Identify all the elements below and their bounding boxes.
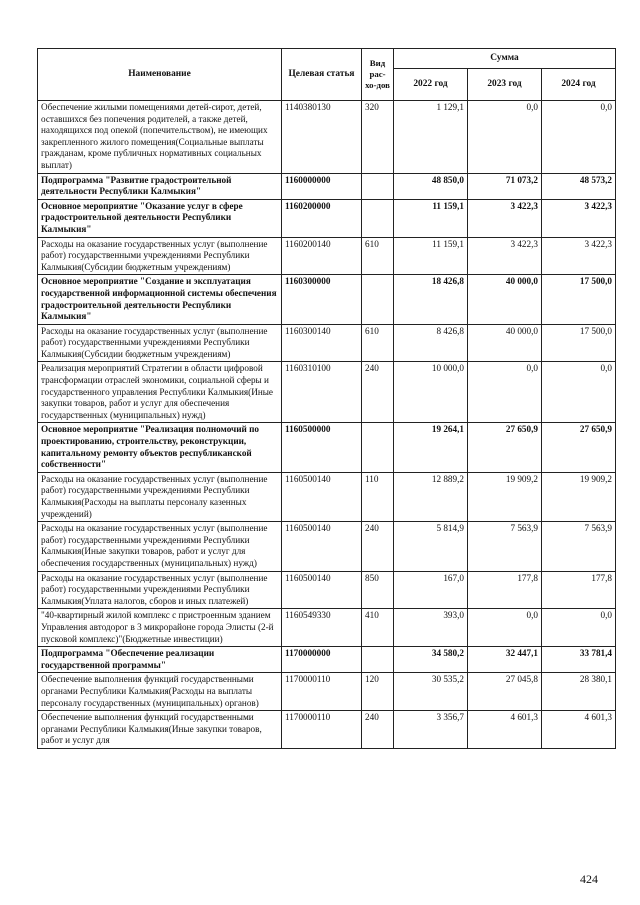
row-2024: 0,0	[542, 101, 616, 174]
row-2022: 12 889,2	[394, 472, 468, 521]
row-name: Расходы на оказание государственных услуг (выполнение работ) государственными учреждениями Республики Калмыкия(Субсидии бюджетным учреждениям)	[38, 237, 282, 275]
header-code: Целевая статья	[282, 49, 362, 101]
row-2023: 32 447,1	[468, 647, 542, 673]
row-2022: 393,0	[394, 609, 468, 647]
row-name: Расходы на оказание государственных услуг (выполнение работ) государственными учреждениями Республики Калмыкия(Субсидии бюджетным учреждениям)	[38, 324, 282, 362]
row-vid	[362, 199, 394, 237]
row-code: 1160500000	[282, 423, 362, 472]
row-2024: 177,8	[542, 571, 616, 609]
row-name: Реализация мероприятий Стратегии в области цифровой трансформации отраслей экономики, социальной сферы и государственного управления Республики Калмыкия(Иные закупки товаров, работ и услуг для обеспечения государственных (муниципальных) нужд)	[38, 362, 282, 423]
row-2023: 0,0	[468, 609, 542, 647]
row-vid	[362, 423, 394, 472]
row-vid: 610	[362, 324, 394, 362]
row-2024: 3 422,3	[542, 199, 616, 237]
row-2024: 17 500,0	[542, 275, 616, 324]
row-code: 1160300140	[282, 324, 362, 362]
row-2023: 71 073,2	[468, 173, 542, 199]
row-2023: 3 422,3	[468, 199, 542, 237]
row-vid: 240	[362, 711, 394, 749]
header-2024: 2024 год	[542, 69, 616, 101]
row-code: 1160000000	[282, 173, 362, 199]
row-2022: 10 000,0	[394, 362, 468, 423]
row-vid	[362, 275, 394, 324]
table-row	[38, 324, 616, 362]
table-row	[38, 423, 616, 472]
row-code: 1160500140	[282, 571, 362, 609]
row-2024: 0,0	[542, 609, 616, 647]
table-body	[38, 101, 616, 749]
row-2023: 19 909,2	[468, 472, 542, 521]
table-row	[38, 571, 616, 609]
row-code: 1160500140	[282, 472, 362, 521]
row-name: Основное мероприятие "Реализация полномочий по проектированию, строительству, реконструкции, капитальному ремонту объектов республиканской собственности"	[38, 423, 282, 472]
row-2023: 40 000,0	[468, 324, 542, 362]
row-2022: 1 129,1	[394, 101, 468, 174]
table-row	[38, 711, 616, 749]
row-code: 1170000000	[282, 647, 362, 673]
row-2023: 27 045,8	[468, 673, 542, 711]
row-vid: 610	[362, 237, 394, 275]
row-code: 1160200140	[282, 237, 362, 275]
budget-table-page	[37, 48, 615, 749]
table-row	[38, 362, 616, 423]
table-row	[38, 673, 616, 711]
header-2023: 2023 год	[468, 69, 542, 101]
row-code: 1160549330	[282, 609, 362, 647]
row-name: Основное мероприятие "Оказание услуг в сфере градостроительной деятельности Республики Калмыкия"	[38, 199, 282, 237]
table-row	[38, 472, 616, 521]
row-2023: 0,0	[468, 101, 542, 174]
row-2023: 27 650,9	[468, 423, 542, 472]
row-2022: 167,0	[394, 571, 468, 609]
header-vid: Вид рас-хо-дов	[362, 49, 394, 101]
row-2022: 3 356,7	[394, 711, 468, 749]
row-2024: 48 573,2	[542, 173, 616, 199]
row-code: 1160310100	[282, 362, 362, 423]
row-vid	[362, 173, 394, 199]
row-vid: 850	[362, 571, 394, 609]
row-2022: 11 159,1	[394, 199, 468, 237]
row-2023: 0,0	[468, 362, 542, 423]
header-name: Наименование	[38, 49, 282, 101]
row-2022: 8 426,8	[394, 324, 468, 362]
row-name: Подпрограмма "Обеспечение реализации государственной программы"	[38, 647, 282, 673]
row-vid: 240	[362, 362, 394, 423]
header-2022: 2022 год	[394, 69, 468, 101]
row-name: Подпрограмма "Развитие градостроительной деятельности Республики Калмыкия"	[38, 173, 282, 199]
row-code: 1170000110	[282, 673, 362, 711]
page-number: 424	[580, 872, 598, 886]
row-2022: 19 264,1	[394, 423, 468, 472]
table-row	[38, 522, 616, 571]
row-2023: 4 601,3	[468, 711, 542, 749]
row-2024: 19 909,2	[542, 472, 616, 521]
row-2022: 11 159,1	[394, 237, 468, 275]
table-row	[38, 173, 616, 199]
row-2024: 7 563,9	[542, 522, 616, 571]
table-row	[38, 275, 616, 324]
row-name: Расходы на оказание государственных услуг (выполнение работ) государственными учреждениями Республики Калмыкия(Уплата налогов, сборов и иных платежей)	[38, 571, 282, 609]
table-header	[38, 49, 616, 101]
table-row	[38, 647, 616, 673]
row-2023: 7 563,9	[468, 522, 542, 571]
row-2023: 177,8	[468, 571, 542, 609]
row-2022: 30 535,2	[394, 673, 468, 711]
row-code: 1140380130	[282, 101, 362, 174]
row-2024: 3 422,3	[542, 237, 616, 275]
row-name: Обеспечение выполнения функций государственными органами Республики Калмыкия(Иные закупки товаров, работ и услуг для	[38, 711, 282, 749]
budget-table	[37, 48, 616, 749]
row-vid: 410	[362, 609, 394, 647]
row-name: Обеспечение жилыми помещениями детей-сирот, детей, оставшихся без попечения родителей, а также детей, находящихся под опекой (попечительством), не имеющих закрепленного жилого помещения(Социальные выплаты гражданам, кроме публичных нормативных социальных выплат)	[38, 101, 282, 174]
row-2024: 28 380,1	[542, 673, 616, 711]
row-2022: 18 426,8	[394, 275, 468, 324]
table-row	[38, 237, 616, 275]
row-2024: 4 601,3	[542, 711, 616, 749]
row-code: 1160500140	[282, 522, 362, 571]
row-2023: 40 000,0	[468, 275, 542, 324]
row-2022: 48 850,0	[394, 173, 468, 199]
row-name: Расходы на оказание государственных услуг (выполнение работ) государственными учреждениями Республики Калмыкия(Расходы на выплаты персоналу казенных учреждений)	[38, 472, 282, 521]
table-row	[38, 101, 616, 174]
header-summa: Сумма	[394, 49, 616, 69]
row-code: 1170000110	[282, 711, 362, 749]
row-vid: 110	[362, 472, 394, 521]
row-vid: 320	[362, 101, 394, 174]
row-2024: 33 781,4	[542, 647, 616, 673]
row-name: Расходы на оказание государственных услуг (выполнение работ) государственными учреждениями Республики Калмыкия(Иные закупки товаров, работ и услуг для обеспечения государственных (муниципальных) нужд)	[38, 522, 282, 571]
row-code: 1160300000	[282, 275, 362, 324]
row-2024: 17 500,0	[542, 324, 616, 362]
row-2022: 5 814,9	[394, 522, 468, 571]
row-code: 1160200000	[282, 199, 362, 237]
row-vid	[362, 647, 394, 673]
table-row	[38, 199, 616, 237]
row-vid: 240	[362, 522, 394, 571]
row-name: "40-квартирный жилой комплекс с пристроенным зданием Управления автодорог в 3 микрорайоне города Элисты (2-й пусковой комплекс)"(Бюджетные инвестиции)	[38, 609, 282, 647]
row-2023: 3 422,3	[468, 237, 542, 275]
row-name: Обеспечение выполнения функций государственными органами Республики Калмыкия(Расходы на выплаты персоналу государственных (муниципальных) органов)	[38, 673, 282, 711]
row-2024: 27 650,9	[542, 423, 616, 472]
row-vid: 120	[362, 673, 394, 711]
table-row	[38, 609, 616, 647]
row-2022: 34 580,2	[394, 647, 468, 673]
row-name: Основное мероприятие "Создание и эксплуатация государственной информационной системы обеспечения градостроительной деятельности Республики Калмыкия"	[38, 275, 282, 324]
row-2024: 0,0	[542, 362, 616, 423]
